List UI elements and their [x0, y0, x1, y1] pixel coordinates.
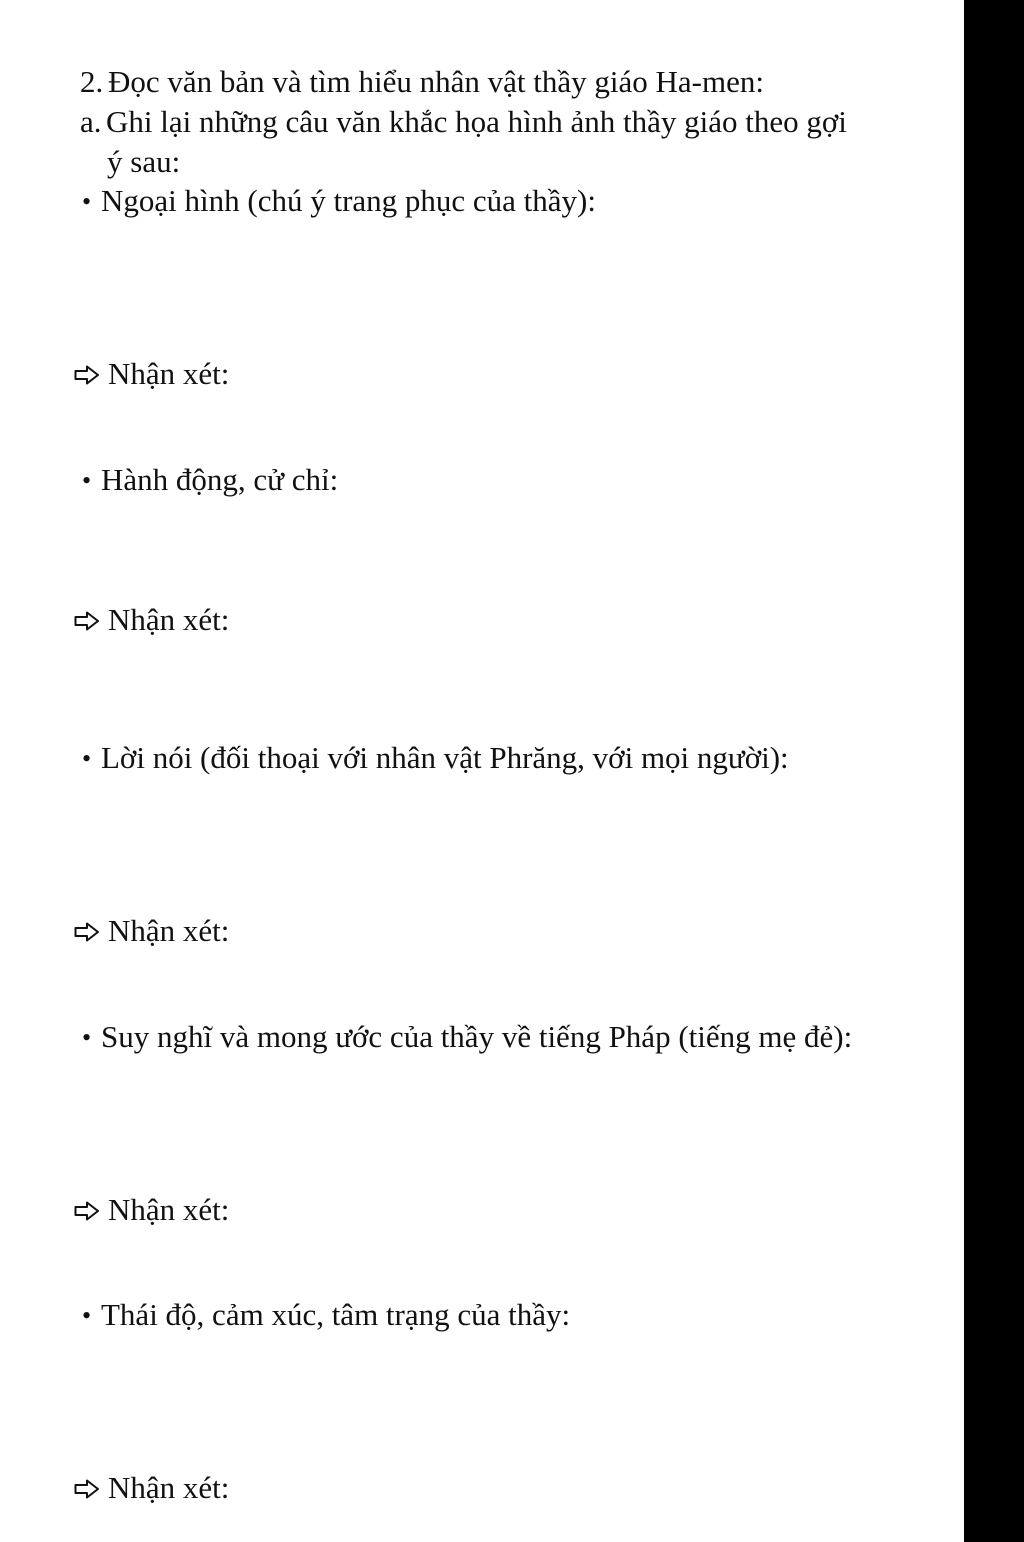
part-a-letter: a. — [80, 104, 102, 139]
prompt-label: Hành động, cử chỉ: — [101, 462, 339, 497]
bullet-icon: • — [82, 1023, 92, 1052]
right-arrow-icon — [74, 1479, 108, 1499]
comment-label: Nhận xét: — [108, 602, 230, 637]
comment-label: Nhận xét: — [108, 1470, 230, 1505]
prompt-item-emotions — [82, 1295, 570, 1336]
comment-line-speech — [74, 911, 229, 951]
bullet-icon: • — [82, 187, 92, 216]
prompt-label: Ngoại hình (chú ý trang phục của thầy): — [101, 183, 596, 218]
prompt-label: Suy nghĩ và mong ước của thầy về tiếng Pháp (tiếng mẹ đẻ): — [101, 1019, 853, 1054]
question-heading — [80, 62, 764, 102]
part-a-instruction-line1: Ghi lại những câu văn khắc họa hình ảnh thầy giáo theo gợi — [106, 104, 847, 139]
question-title: Đọc văn bản và tìm hiểu nhân vật thầy giáo Ha-men: — [108, 64, 764, 99]
comment-line-appearance — [74, 354, 229, 394]
right-arrow-icon — [74, 1201, 108, 1221]
prompt-label: Thái độ, cảm xúc, tâm trạng của thầy: — [101, 1297, 571, 1332]
prompt-item-speech — [82, 738, 789, 779]
right-arrow-icon — [74, 365, 108, 385]
right-arrow-icon — [74, 922, 108, 942]
prompt-label: Lời nói (đối thoại với nhân vật Phrăng, với mọi người): — [101, 740, 789, 775]
comment-label: Nhận xét: — [108, 913, 230, 948]
bullet-icon: • — [82, 466, 92, 495]
part-a-instruction-line2: ý sau: — [107, 144, 181, 179]
prompt-item-actions — [82, 460, 338, 501]
right-arrow-icon — [74, 611, 108, 631]
prompt-item-appearance — [82, 181, 596, 222]
comment-line-actions — [74, 600, 229, 640]
comment-label: Nhận xét: — [108, 1192, 230, 1227]
bullet-icon: • — [82, 744, 92, 773]
comment-line-thoughts — [74, 1190, 229, 1230]
comment-line-emotions — [74, 1468, 229, 1508]
black-side-strip — [964, 0, 1024, 1542]
prompt-item-thoughts — [82, 1017, 852, 1058]
comment-label: Nhận xét: — [108, 356, 230, 391]
question-number: 2. — [80, 64, 104, 99]
bullet-icon: • — [82, 1301, 92, 1330]
part-a-heading — [80, 102, 847, 142]
